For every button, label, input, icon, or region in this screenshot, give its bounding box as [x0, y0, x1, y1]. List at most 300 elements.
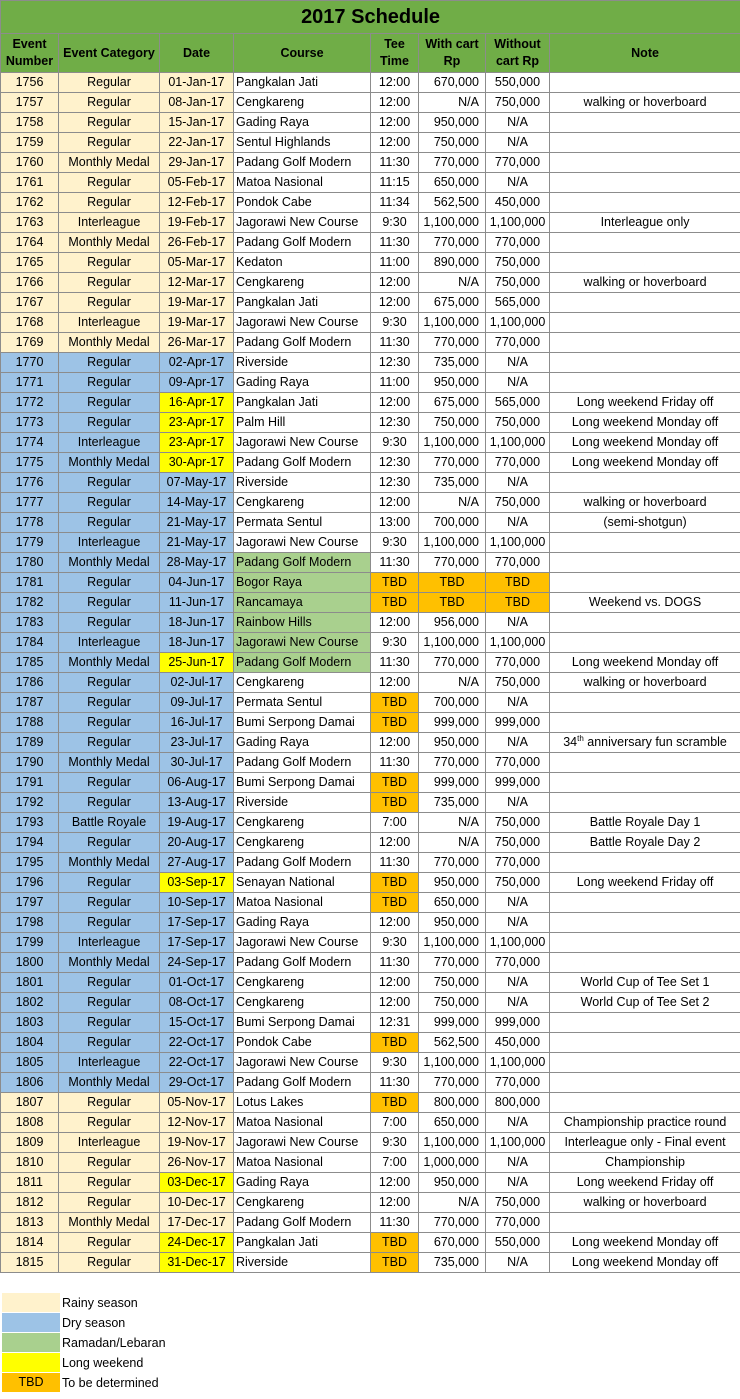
course-cell[interactable]: Jagorawi New Course — [234, 1133, 371, 1153]
without-cart-cell[interactable]: N/A — [486, 173, 550, 193]
without-cart-cell[interactable]: N/A — [486, 1173, 550, 1193]
event-number-cell[interactable]: 1789 — [1, 733, 59, 753]
with-cart-cell[interactable]: N/A — [419, 493, 486, 513]
date-cell[interactable]: 16-Jul-17 — [160, 713, 234, 733]
note-cell[interactable] — [550, 693, 740, 713]
course-cell[interactable]: Pangkalan Jati — [234, 1233, 371, 1253]
with-cart-cell[interactable]: 750,000 — [419, 133, 486, 153]
tee-time-cell[interactable]: 12:00 — [371, 913, 419, 933]
table-row[interactable] — [1, 73, 740, 93]
note-cell[interactable] — [550, 533, 740, 553]
date-cell[interactable]: 18-Jun-17 — [160, 633, 234, 653]
course-cell[interactable]: Riverside — [234, 793, 371, 813]
without-cart-cell[interactable]: 770,000 — [486, 853, 550, 873]
event-number-cell[interactable]: 1769 — [1, 333, 59, 353]
without-cart-cell[interactable]: 750,000 — [486, 833, 550, 853]
table-row[interactable] — [1, 453, 740, 473]
with-cart-cell[interactable]: 770,000 — [419, 153, 486, 173]
date-cell[interactable]: 19-Feb-17 — [160, 213, 234, 233]
event-category-cell[interactable]: Regular — [59, 573, 160, 593]
without-cart-cell[interactable]: N/A — [486, 733, 550, 753]
with-cart-cell[interactable]: 770,000 — [419, 333, 486, 353]
table-row[interactable] — [1, 633, 740, 653]
with-cart-cell[interactable]: 1,100,000 — [419, 213, 486, 233]
table-row[interactable] — [1, 113, 740, 133]
event-category-cell[interactable]: Regular — [59, 893, 160, 913]
note-cell[interactable] — [550, 293, 740, 313]
course-cell[interactable]: Pangkalan Jati — [234, 393, 371, 413]
event-number-cell[interactable]: 1777 — [1, 493, 59, 513]
date-cell[interactable]: 03-Dec-17 — [160, 1173, 234, 1193]
table-row[interactable] — [1, 853, 740, 873]
event-number-cell[interactable]: 1800 — [1, 953, 59, 973]
table-row[interactable] — [1, 493, 740, 513]
event-category-cell[interactable]: Monthly Medal — [59, 553, 160, 573]
event-number-cell[interactable]: 1760 — [1, 153, 59, 173]
date-cell[interactable]: 10-Dec-17 — [160, 1193, 234, 1213]
date-cell[interactable]: 06-Aug-17 — [160, 773, 234, 793]
table-row[interactable] — [1, 133, 740, 153]
with-cart-cell[interactable]: 750,000 — [419, 973, 486, 993]
date-cell[interactable]: 05-Feb-17 — [160, 173, 234, 193]
table-row[interactable] — [1, 873, 740, 893]
with-cart-cell[interactable]: TBD — [419, 573, 486, 593]
table-row[interactable] — [1, 533, 740, 553]
table-row[interactable] — [1, 433, 740, 453]
with-cart-cell[interactable]: 1,100,000 — [419, 633, 486, 653]
tee-time-cell[interactable]: 12:30 — [371, 413, 419, 433]
event-category-cell[interactable]: Monthly Medal — [59, 653, 160, 673]
with-cart-cell[interactable]: 770,000 — [419, 1073, 486, 1093]
with-cart-cell[interactable]: 1,100,000 — [419, 1133, 486, 1153]
event-number-cell[interactable]: 1786 — [1, 673, 59, 693]
without-cart-cell[interactable]: 750,000 — [486, 253, 550, 273]
event-category-cell[interactable]: Regular — [59, 833, 160, 853]
note-cell[interactable]: Long weekend Monday off — [550, 1233, 740, 1253]
tee-time-cell[interactable]: TBD — [371, 1093, 419, 1113]
date-cell[interactable]: 15-Jan-17 — [160, 113, 234, 133]
note-cell[interactable] — [550, 933, 740, 953]
table-row[interactable] — [1, 553, 740, 573]
event-number-cell[interactable]: 1758 — [1, 113, 59, 133]
event-number-cell[interactable]: 1813 — [1, 1213, 59, 1233]
event-category-cell[interactable]: Interleague — [59, 1133, 160, 1153]
date-cell[interactable]: 11-Jun-17 — [160, 593, 234, 613]
without-cart-cell[interactable]: N/A — [486, 353, 550, 373]
date-cell[interactable]: 09-Jul-17 — [160, 693, 234, 713]
event-number-cell[interactable]: 1780 — [1, 553, 59, 573]
event-number-cell[interactable]: 1812 — [1, 1193, 59, 1213]
note-cell[interactable] — [550, 373, 740, 393]
course-cell[interactable]: Gading Raya — [234, 373, 371, 393]
without-cart-cell[interactable]: TBD — [486, 573, 550, 593]
date-cell[interactable]: 17-Sep-17 — [160, 933, 234, 953]
table-row[interactable] — [1, 213, 740, 233]
table-row[interactable] — [1, 513, 740, 533]
with-cart-cell[interactable]: N/A — [419, 813, 486, 833]
note-cell[interactable] — [550, 333, 740, 353]
note-cell[interactable]: Long weekend Monday off — [550, 1253, 740, 1273]
with-cart-cell[interactable]: 999,000 — [419, 773, 486, 793]
event-category-cell[interactable]: Interleague — [59, 433, 160, 453]
note-cell[interactable] — [550, 1053, 740, 1073]
course-cell[interactable]: Padang Golf Modern — [234, 553, 371, 573]
tee-time-cell[interactable]: 12:00 — [371, 393, 419, 413]
tee-time-cell[interactable]: 11:00 — [371, 253, 419, 273]
course-cell[interactable]: Gading Raya — [234, 913, 371, 933]
event-number-cell[interactable]: 1802 — [1, 993, 59, 1013]
without-cart-cell[interactable]: 750,000 — [486, 413, 550, 433]
date-cell[interactable]: 19-Mar-17 — [160, 293, 234, 313]
tee-time-cell[interactable]: 12:00 — [371, 113, 419, 133]
without-cart-cell[interactable]: 750,000 — [486, 673, 550, 693]
with-cart-cell[interactable]: 750,000 — [419, 993, 486, 1013]
with-cart-cell[interactable]: 956,000 — [419, 613, 486, 633]
date-cell[interactable]: 08-Oct-17 — [160, 993, 234, 1013]
event-number-cell[interactable]: 1804 — [1, 1033, 59, 1053]
course-cell[interactable]: Bumi Serpong Damai — [234, 1013, 371, 1033]
tee-time-cell[interactable]: 11:30 — [371, 953, 419, 973]
tee-time-cell[interactable]: TBD — [371, 713, 419, 733]
tee-time-cell[interactable]: TBD — [371, 873, 419, 893]
course-cell[interactable]: Riverside — [234, 1253, 371, 1273]
event-number-cell[interactable]: 1756 — [1, 73, 59, 93]
note-cell[interactable]: (semi-shotgun) — [550, 513, 740, 533]
event-number-cell[interactable]: 1768 — [1, 313, 59, 333]
event-number-cell[interactable]: 1766 — [1, 273, 59, 293]
note-cell[interactable]: walking or hoverboard — [550, 673, 740, 693]
event-category-cell[interactable]: Regular — [59, 133, 160, 153]
event-number-cell[interactable]: 1801 — [1, 973, 59, 993]
table-row[interactable] — [1, 673, 740, 693]
note-cell[interactable]: Battle Royale Day 2 — [550, 833, 740, 853]
without-cart-cell[interactable]: N/A — [486, 133, 550, 153]
event-number-cell[interactable]: 1795 — [1, 853, 59, 873]
event-category-cell[interactable]: Regular — [59, 173, 160, 193]
with-cart-cell[interactable]: 735,000 — [419, 1253, 486, 1273]
with-cart-cell[interactable]: 800,000 — [419, 1093, 486, 1113]
event-number-cell[interactable]: 1796 — [1, 873, 59, 893]
tee-time-cell[interactable]: 9:30 — [371, 533, 419, 553]
course-cell[interactable]: Pangkalan Jati — [234, 293, 371, 313]
note-cell[interactable]: walking or hoverboard — [550, 493, 740, 513]
event-number-cell[interactable]: 1770 — [1, 353, 59, 373]
course-cell[interactable]: Cengkareng — [234, 493, 371, 513]
tee-time-cell[interactable]: 9:30 — [371, 313, 419, 333]
with-cart-cell[interactable]: 950,000 — [419, 1173, 486, 1193]
without-cart-cell[interactable]: 770,000 — [486, 553, 550, 573]
tee-time-cell[interactable]: 9:30 — [371, 433, 419, 453]
course-cell[interactable]: Jagorawi New Course — [234, 933, 371, 953]
note-cell[interactable]: Battle Royale Day 1 — [550, 813, 740, 833]
event-number-cell[interactable]: 1787 — [1, 693, 59, 713]
note-cell[interactable] — [550, 953, 740, 973]
tee-time-cell[interactable]: 7:00 — [371, 1113, 419, 1133]
with-cart-cell[interactable]: 950,000 — [419, 373, 486, 393]
without-cart-cell[interactable]: N/A — [486, 473, 550, 493]
without-cart-cell[interactable]: 750,000 — [486, 273, 550, 293]
tee-time-cell[interactable]: 12:30 — [371, 473, 419, 493]
course-cell[interactable]: Jagorawi New Course — [234, 433, 371, 453]
tee-time-cell[interactable]: 11:30 — [371, 653, 419, 673]
event-category-cell[interactable]: Regular — [59, 293, 160, 313]
note-cell[interactable]: Long weekend Friday off — [550, 393, 740, 413]
note-cell[interactable] — [550, 553, 740, 573]
tee-time-cell[interactable]: 9:30 — [371, 1133, 419, 1153]
date-cell[interactable]: 27-Aug-17 — [160, 853, 234, 873]
tee-time-cell[interactable]: 12:30 — [371, 353, 419, 373]
event-category-cell[interactable]: Regular — [59, 113, 160, 133]
tee-time-cell[interactable]: 11:30 — [371, 333, 419, 353]
without-cart-cell[interactable]: 770,000 — [486, 453, 550, 473]
course-cell[interactable]: Padang Golf Modern — [234, 753, 371, 773]
event-category-cell[interactable]: Monthly Medal — [59, 1213, 160, 1233]
course-cell[interactable]: Cengkareng — [234, 973, 371, 993]
with-cart-cell[interactable]: 675,000 — [419, 293, 486, 313]
with-cart-cell[interactable]: 650,000 — [419, 1113, 486, 1133]
with-cart-cell[interactable]: 950,000 — [419, 113, 486, 133]
event-number-cell[interactable]: 1793 — [1, 813, 59, 833]
table-row[interactable] — [1, 333, 740, 353]
course-cell[interactable]: Cengkareng — [234, 93, 371, 113]
course-cell[interactable]: Cengkareng — [234, 813, 371, 833]
with-cart-cell[interactable]: N/A — [419, 673, 486, 693]
without-cart-cell[interactable]: 750,000 — [486, 93, 550, 113]
without-cart-cell[interactable]: N/A — [486, 373, 550, 393]
event-number-cell[interactable]: 1784 — [1, 633, 59, 653]
tee-time-cell[interactable]: 12:00 — [371, 73, 419, 93]
event-number-cell[interactable]: 1792 — [1, 793, 59, 813]
event-number-cell[interactable]: 1774 — [1, 433, 59, 453]
date-cell[interactable]: 03-Sep-17 — [160, 873, 234, 893]
event-category-cell[interactable]: Regular — [59, 253, 160, 273]
table-row[interactable] — [1, 813, 740, 833]
course-cell[interactable]: Kedaton — [234, 253, 371, 273]
tee-time-cell[interactable]: 11:30 — [371, 553, 419, 573]
without-cart-cell[interactable]: 450,000 — [486, 193, 550, 213]
without-cart-cell[interactable]: 800,000 — [486, 1093, 550, 1113]
date-cell[interactable]: 23-Jul-17 — [160, 733, 234, 753]
event-category-cell[interactable]: Regular — [59, 673, 160, 693]
with-cart-cell[interactable]: 1,100,000 — [419, 433, 486, 453]
course-cell[interactable]: Permata Sentul — [234, 693, 371, 713]
date-cell[interactable]: 12-Nov-17 — [160, 1113, 234, 1133]
course-cell[interactable]: Padang Golf Modern — [234, 653, 371, 673]
date-cell[interactable]: 19-Nov-17 — [160, 1133, 234, 1153]
table-row[interactable] — [1, 193, 740, 213]
without-cart-cell[interactable]: 999,000 — [486, 713, 550, 733]
event-category-cell[interactable]: Interleague — [59, 1053, 160, 1073]
event-number-cell[interactable]: 1814 — [1, 1233, 59, 1253]
date-cell[interactable]: 22-Oct-17 — [160, 1053, 234, 1073]
note-cell[interactable] — [550, 753, 740, 773]
event-category-cell[interactable]: Regular — [59, 473, 160, 493]
with-cart-cell[interactable]: N/A — [419, 1193, 486, 1213]
event-category-cell[interactable]: Regular — [59, 273, 160, 293]
event-number-cell[interactable]: 1790 — [1, 753, 59, 773]
date-cell[interactable]: 24-Sep-17 — [160, 953, 234, 973]
without-cart-cell[interactable]: 999,000 — [486, 773, 550, 793]
with-cart-cell[interactable]: 670,000 — [419, 73, 486, 93]
tee-time-cell[interactable]: 12:00 — [371, 673, 419, 693]
event-number-cell[interactable]: 1762 — [1, 193, 59, 213]
event-category-cell[interactable]: Regular — [59, 913, 160, 933]
table-row[interactable] — [1, 313, 740, 333]
event-category-cell[interactable]: Regular — [59, 413, 160, 433]
note-cell[interactable] — [550, 633, 740, 653]
course-cell[interactable]: Riverside — [234, 473, 371, 493]
event-number-cell[interactable]: 1782 — [1, 593, 59, 613]
table-row[interactable] — [1, 893, 740, 913]
with-cart-cell[interactable]: 1,100,000 — [419, 933, 486, 953]
course-cell[interactable]: Bogor Raya — [234, 573, 371, 593]
with-cart-cell[interactable]: 770,000 — [419, 453, 486, 473]
event-number-cell[interactable]: 1791 — [1, 773, 59, 793]
tee-time-cell[interactable]: 12:00 — [371, 93, 419, 113]
event-category-cell[interactable]: Regular — [59, 193, 160, 213]
tee-time-cell[interactable]: 12:00 — [371, 293, 419, 313]
with-cart-cell[interactable]: 1,100,000 — [419, 313, 486, 333]
date-cell[interactable]: 26-Mar-17 — [160, 333, 234, 353]
without-cart-cell[interactable]: N/A — [486, 893, 550, 913]
table-row[interactable] — [1, 1073, 740, 1093]
note-cell[interactable]: Championship — [550, 1153, 740, 1173]
date-cell[interactable]: 09-Apr-17 — [160, 373, 234, 393]
course-cell[interactable]: Sentul Highlands — [234, 133, 371, 153]
course-cell[interactable]: Gading Raya — [234, 1173, 371, 1193]
date-cell[interactable]: 26-Nov-17 — [160, 1153, 234, 1173]
note-cell[interactable] — [550, 1073, 740, 1093]
tee-time-cell[interactable]: 11:00 — [371, 373, 419, 393]
tee-time-cell[interactable]: TBD — [371, 893, 419, 913]
event-category-cell[interactable]: Regular — [59, 733, 160, 753]
without-cart-cell[interactable]: 565,000 — [486, 393, 550, 413]
table-row[interactable] — [1, 273, 740, 293]
note-cell[interactable]: Championship practice round — [550, 1113, 740, 1133]
table-row[interactable] — [1, 713, 740, 733]
table-row[interactable] — [1, 1053, 740, 1073]
event-number-cell[interactable]: 1771 — [1, 373, 59, 393]
date-cell[interactable]: 12-Feb-17 — [160, 193, 234, 213]
course-cell[interactable]: Palm Hill — [234, 413, 371, 433]
event-number-cell[interactable]: 1797 — [1, 893, 59, 913]
event-category-cell[interactable]: Monthly Medal — [59, 753, 160, 773]
note-cell[interactable]: Long weekend Friday off — [550, 1173, 740, 1193]
event-category-cell[interactable]: Regular — [59, 1113, 160, 1133]
event-category-cell[interactable]: Regular — [59, 693, 160, 713]
event-number-cell[interactable]: 1773 — [1, 413, 59, 433]
tee-time-cell[interactable]: 11:30 — [371, 153, 419, 173]
note-cell[interactable] — [550, 173, 740, 193]
without-cart-cell[interactable]: N/A — [486, 913, 550, 933]
tee-time-cell[interactable]: 12:31 — [371, 1013, 419, 1033]
table-row[interactable] — [1, 1233, 740, 1253]
note-cell[interactable]: World Cup of Tee Set 2 — [550, 993, 740, 1013]
with-cart-cell[interactable]: 750,000 — [419, 413, 486, 433]
date-cell[interactable]: 21-May-17 — [160, 533, 234, 553]
course-cell[interactable]: Cengkareng — [234, 273, 371, 293]
event-category-cell[interactable]: Regular — [59, 773, 160, 793]
event-category-cell[interactable]: Interleague — [59, 933, 160, 953]
tee-time-cell[interactable]: 12:00 — [371, 733, 419, 753]
event-category-cell[interactable]: Monthly Medal — [59, 1073, 160, 1093]
event-number-cell[interactable]: 1803 — [1, 1013, 59, 1033]
date-cell[interactable]: 12-Mar-17 — [160, 273, 234, 293]
event-category-cell[interactable]: Regular — [59, 373, 160, 393]
date-cell[interactable]: 18-Jun-17 — [160, 613, 234, 633]
tee-time-cell[interactable]: TBD — [371, 773, 419, 793]
with-cart-cell[interactable]: 1,100,000 — [419, 533, 486, 553]
table-row[interactable] — [1, 913, 740, 933]
header-without-cart[interactable]: Without cart Rp — [486, 34, 550, 73]
event-category-cell[interactable]: Regular — [59, 493, 160, 513]
with-cart-cell[interactable]: 890,000 — [419, 253, 486, 273]
without-cart-cell[interactable]: 770,000 — [486, 1213, 550, 1233]
with-cart-cell[interactable]: 650,000 — [419, 173, 486, 193]
course-cell[interactable]: Padang Golf Modern — [234, 233, 371, 253]
with-cart-cell[interactable]: 950,000 — [419, 913, 486, 933]
table-row[interactable] — [1, 1093, 740, 1113]
note-cell[interactable]: Long weekend Monday off — [550, 433, 740, 453]
event-number-cell[interactable]: 1815 — [1, 1253, 59, 1273]
date-cell[interactable]: 05-Nov-17 — [160, 1093, 234, 1113]
event-number-cell[interactable]: 1759 — [1, 133, 59, 153]
event-number-cell[interactable]: 1807 — [1, 1093, 59, 1113]
course-cell[interactable]: Matoa Nasional — [234, 1113, 371, 1133]
table-row[interactable] — [1, 833, 740, 853]
note-cell[interactable] — [550, 133, 740, 153]
course-cell[interactable]: Padang Golf Modern — [234, 1213, 371, 1233]
with-cart-cell[interactable]: 770,000 — [419, 853, 486, 873]
note-cell[interactable] — [550, 613, 740, 633]
table-row[interactable] — [1, 253, 740, 273]
course-cell[interactable]: Rainbow Hills — [234, 613, 371, 633]
event-number-cell[interactable]: 1765 — [1, 253, 59, 273]
event-category-cell[interactable]: Monthly Medal — [59, 153, 160, 173]
tee-time-cell[interactable]: TBD — [371, 1233, 419, 1253]
without-cart-cell[interactable]: 550,000 — [486, 73, 550, 93]
event-category-cell[interactable]: Regular — [59, 873, 160, 893]
date-cell[interactable]: 05-Mar-17 — [160, 253, 234, 273]
date-cell[interactable]: 15-Oct-17 — [160, 1013, 234, 1033]
with-cart-cell[interactable]: N/A — [419, 273, 486, 293]
table-row[interactable] — [1, 233, 740, 253]
course-cell[interactable]: Padang Golf Modern — [234, 1073, 371, 1093]
without-cart-cell[interactable]: 999,000 — [486, 1013, 550, 1033]
event-number-cell[interactable]: 1798 — [1, 913, 59, 933]
date-cell[interactable]: 23-Apr-17 — [160, 413, 234, 433]
tee-time-cell[interactable]: 11:15 — [371, 173, 419, 193]
with-cart-cell[interactable]: 675,000 — [419, 393, 486, 413]
course-cell[interactable]: Matoa Nasional — [234, 893, 371, 913]
event-number-cell[interactable]: 1783 — [1, 613, 59, 633]
tee-time-cell[interactable]: 11:30 — [371, 1213, 419, 1233]
course-cell[interactable]: Gading Raya — [234, 733, 371, 753]
note-cell[interactable]: walking or hoverboard — [550, 1193, 740, 1213]
event-category-cell[interactable]: Regular — [59, 1173, 160, 1193]
table-row[interactable] — [1, 1113, 740, 1133]
note-cell[interactable]: Interleague only - Final event — [550, 1133, 740, 1153]
tee-time-cell[interactable]: 11:34 — [371, 193, 419, 213]
table-row[interactable] — [1, 693, 740, 713]
date-cell[interactable]: 01-Jan-17 — [160, 73, 234, 93]
without-cart-cell[interactable]: 1,100,000 — [486, 533, 550, 553]
note-cell[interactable] — [550, 713, 740, 733]
table-row[interactable] — [1, 773, 740, 793]
tee-time-cell[interactable]: TBD — [371, 693, 419, 713]
header-with-cart[interactable]: With cart Rp — [419, 34, 486, 73]
without-cart-cell[interactable]: 450,000 — [486, 1033, 550, 1053]
